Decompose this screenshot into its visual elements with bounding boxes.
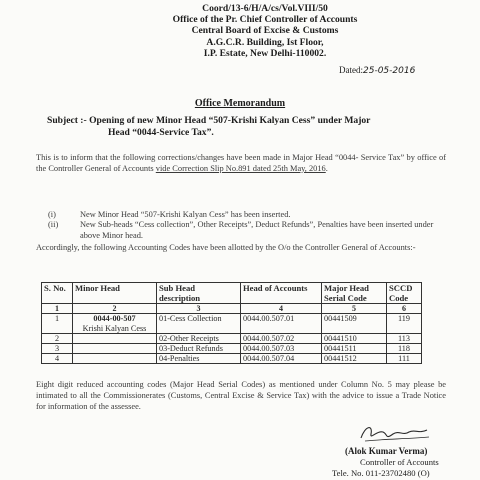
- header-sno: S. No.: [42, 283, 73, 304]
- row-major-head-serial: 00441512: [322, 354, 387, 364]
- building-address: A.G.C.R. Building, Ist Floor,: [206, 36, 324, 48]
- subject: [47, 115, 442, 139]
- row-minor-head: [73, 314, 157, 334]
- row-minor-head: [73, 344, 157, 354]
- table-row: [42, 344, 422, 354]
- column-number-row: [42, 304, 422, 314]
- table-row: [42, 354, 422, 364]
- list-item: [48, 210, 448, 220]
- table-row: [42, 314, 422, 334]
- row-sccd: 113: [387, 334, 422, 344]
- header-sub-head: Sub Head description: [157, 283, 241, 304]
- row-sub-head: 01-Cess Collection: [157, 314, 241, 334]
- row-sno: 4: [42, 354, 73, 364]
- row-major-head-serial: 00441510: [322, 334, 387, 344]
- row-head-of-accounts: 0044.00.507.04: [241, 354, 322, 364]
- row-minor-head: [73, 354, 157, 364]
- row-sccd: 119: [387, 314, 422, 334]
- row-sub-head: 04-Penalties: [157, 354, 241, 364]
- column-number: 5: [322, 304, 387, 314]
- row-sub-head: 02-Other Receipts: [157, 334, 241, 344]
- signatory-name: (Alok Kumar Verma): [345, 446, 428, 456]
- column-number: 3: [157, 304, 241, 314]
- subject-line-1: Subject :- Opening of new Minor Head “507-Krishi Kalyan Cess” under Major: [47, 115, 371, 126]
- column-number: 1: [42, 304, 73, 314]
- dated-label: Dated:: [339, 65, 363, 75]
- list-item-number: (ii): [48, 220, 59, 230]
- dated-value: 25-05-2016: [363, 66, 416, 76]
- accounting-codes-table: [41, 282, 422, 364]
- row-sno: 1: [42, 314, 73, 334]
- minor-head-name: Krishi Kalyan Cess: [82, 323, 147, 333]
- header-head-of-accounts: Head of Accounts: [241, 283, 322, 304]
- letterhead: [150, 3, 380, 59]
- signatory-telephone: Tele. No. 011-23702480 (O): [332, 468, 430, 478]
- list-item-number: (i): [48, 210, 56, 219]
- signatory-title: Controller of Accounts: [360, 457, 439, 467]
- closing-paragraph: Eight digit reduced accounting codes (Major Head Serial Codes) as mentioned under Column No. 5 may please be intimated to all the Commissionerates (Customs, Central Excise & Service Tax) with the advice to issue a Trade Notice for information of the assessee.: [36, 380, 446, 411]
- board-name: Central Board of Excise & Customs: [191, 25, 339, 37]
- office-name: Office of the Pr. Chief Controller of Accounts: [172, 14, 358, 26]
- intro-end: .: [325, 163, 328, 173]
- row-major-head-serial: 00441511: [322, 344, 387, 354]
- intro-paragraph: [36, 153, 446, 175]
- row-sno: 3: [42, 344, 73, 354]
- correction-slip-reference: vide Correction Slip No.891 dated 25th May, 2016: [155, 163, 326, 173]
- signature: [355, 420, 435, 446]
- table-header-row: [42, 283, 422, 304]
- memo-title: Office Memorandum: [194, 98, 286, 109]
- row-head-of-accounts: 0044.00.507.02: [241, 334, 322, 344]
- header-minor-head: Minor Head: [73, 283, 157, 304]
- accordingly-paragraph: Accordingly, the following Accounting Codes have been allotted by the O/o the Controller General of Accounts:-: [36, 243, 416, 252]
- row-major-head-serial: 00441509: [322, 314, 387, 334]
- subject-line-2: Head “0044-Service Tax”.: [108, 127, 214, 138]
- column-number: 2: [73, 304, 157, 314]
- row-sub-head: 03-Deduct Refunds: [157, 344, 241, 354]
- city-address: I.P. Estate, New Delhi-110002.: [203, 47, 327, 59]
- row-sccd: 111: [387, 354, 422, 364]
- list-item-text: New Minor Head “507-Krishi Kalyan Cess” has been inserted.: [80, 210, 291, 219]
- header-sccd: SCCD Code: [387, 283, 422, 304]
- row-minor-head: [73, 334, 157, 344]
- dated-line: [339, 65, 415, 76]
- intro-text: This is to inform that the following corrections/changes have been made in Major Head “0044- Service Tax” by office of the Controller General of Accounts: [36, 153, 446, 173]
- table-row: [42, 334, 422, 344]
- row-head-of-accounts: 0044.00.507.01: [241, 314, 322, 334]
- column-number: 6: [387, 304, 422, 314]
- row-sno: 2: [42, 334, 73, 344]
- file-reference: Coord/13-6/H/A/cs/Vol.VIII/50: [202, 3, 328, 14]
- list-item-text: New Sub-heads “Cess collection”, Other Receipts”, Deduct Refunds”, Penalties have been inserted under above Minor head.: [80, 220, 434, 240]
- row-head-of-accounts: 0044.00.507.03: [241, 344, 322, 354]
- row-sccd: 118: [387, 344, 422, 354]
- minor-head-code: 0044-00-507: [93, 314, 136, 323]
- column-number: 4: [241, 304, 322, 314]
- changes-list: [48, 210, 448, 241]
- header-major-head-serial: Major Head Serial Code: [322, 283, 387, 304]
- list-item: [48, 220, 448, 241]
